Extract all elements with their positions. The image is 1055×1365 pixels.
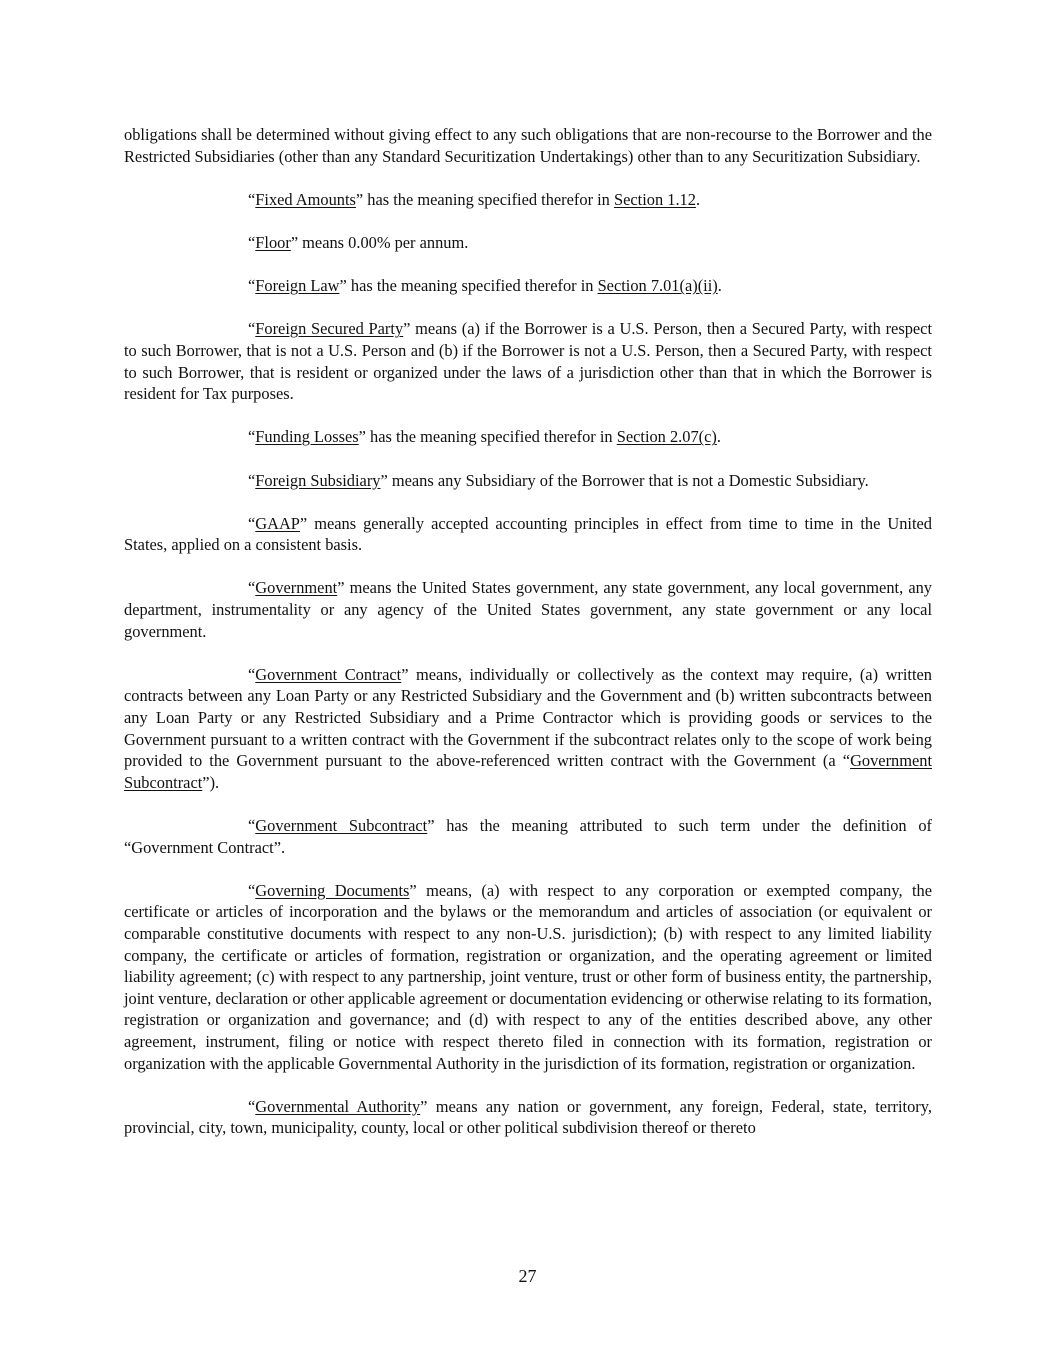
- definition-fixed-amounts: “Fixed Amounts” has the meaning specified therefor in Section 1.12.: [248, 189, 701, 209]
- definition-text: ” means, (a) with respect to any corporation or exempted company, the certificate or articles of incorporation and the bylaws or the memorandum and articles of association (or equivalent or comparable constitutive documents with respect to any non-U.S. jurisdiction); (b) with respect to any limited liability company, the certificate or articles of formation, registration or organization, and the operating agreement or limited liability agreement; (c) with respect to any partnership, joint venture, trust or other form of business entity, the partnership, joint venture, declaration or other applicable agreement or documentation evidencing or otherwise relating to its formation, registration or organization and governance; and (d) with respect to any of the entities described above, any other agreement, instrument, filing or notice with respect thereto filed in connection with its formation, registration or organization with the applicable Governmental Authority in the jurisdiction of its formation, registration or organization.: [124, 880, 932, 1073]
- term-reference: Government Subcontract: [124, 751, 932, 792]
- definition-text: ” means 0.00% per annum.: [290, 232, 469, 252]
- defined-term: Governmental Authority: [255, 1096, 421, 1116]
- definition-foreign-law: “Foreign Law” has the meaning specified therefor in Section 7.01(a)(ii).: [248, 276, 722, 296]
- defined-term: Foreign Subsidiary: [255, 470, 381, 490]
- definition-floor: “Floor” means 0.00% per annum.: [248, 232, 469, 252]
- defined-term: Foreign Secured Party: [255, 319, 404, 339]
- definition-gaap: “GAAP” means generally accepted accounting principles in effect from time to time in the United States, applied on a consistent basis.: [124, 513, 932, 555]
- definition-tail: .: [716, 427, 721, 447]
- defined-term: Funding Losses: [255, 427, 359, 447]
- definition-text: ” has the meaning specified therefor in: [339, 276, 598, 296]
- defined-term: Floor: [255, 232, 291, 252]
- definition-text: ” has the meaning attributed to such term under the definition of “Government Contract”.: [124, 816, 932, 857]
- defined-term: Fixed Amounts: [255, 189, 356, 209]
- document-body: [124, 124, 932, 1161]
- defined-term: Government: [255, 578, 338, 598]
- definition-text: ” means, individually or collectively as the context may require, (a) written contracts between any Loan Party or any Restricted Subsidiary and the Government and (b) written subcontracts between any Loan Party or any Restricted Subsidiary and a Prime Contractor which is providing goods or services to the Government pursuant to a written contract with the Government if the subcontract relates only to the scope of work being provided to the Government pursuant to the above-referenced written contract with the Government (a “: [124, 664, 932, 771]
- definition-text: ” means any Subsidiary of the Borrower that is not a Domestic Subsidiary.: [380, 470, 869, 490]
- defined-term: Government Subcontract: [255, 816, 428, 835]
- definition-text: ” has the meaning specified therefor in: [358, 427, 617, 447]
- definition-government-subcontract: “Government Subcontract” has the meaning attributed to such term under the definition of “Government Contract”.: [124, 816, 932, 857]
- definition-government-contract: “Government Contract” means, individually or collectively as the context may require, (a) written contracts between any Loan Party or any Restricted Subsidiary and the Government and (b) written subcontracts between any Loan Party or any Restricted Subsidiary and a Prime Contractor which is providing goods or services to the Government pursuant to a written contract with the Government if the subcontract relates only to the scope of work being provided to the Government pursuant to the above-referenced written contract with the Government (a “Government Subcontract”).: [124, 664, 932, 792]
- definition-governmental-authority: “Governmental Authority” means any nation or government, any foreign, Federal, state, territory, provincial, city, town, municipality, county, local or other political subdivision thereof or thereto: [124, 1096, 932, 1138]
- definition-text: ” means the United States government, any state government, any local government, any department, instrumentality or any agency of the United States government, any state government or any local government.: [124, 578, 932, 641]
- section-reference: Section 7.01(a)(ii): [597, 276, 718, 296]
- definition-foreign-subsidiary: “Foreign Subsidiary” means any Subsidiary of the Borrower that is not a Domestic Subsidiary.: [248, 470, 869, 490]
- definition-foreign-secured-party: “Foreign Secured Party” means (a) if the Borrower is a U.S. Person, then a Secured Party, with respect to such Borrower, that is not a U.S. Person and (b) if the Borrower is not a U.S. Person, then a Secured Party, with respect to such Borrower, that is resident or organized under the laws of a jurisdiction other than that in which the Borrower is resident for Tax purposes.: [124, 319, 933, 404]
- definition-text: ” has the meaning specified therefor in: [355, 189, 614, 209]
- definition-tail: ”).: [202, 772, 220, 792]
- section-reference: Section 1.12: [613, 189, 696, 209]
- definition-funding-losses: “Funding Losses” has the meaning specified therefor in Section 2.07(c).: [248, 427, 721, 447]
- definition-governing-documents: “Governing Documents” means, (a) with respect to any corporation or exempted company, the certificate or articles of incorporation and the bylaws or the memorandum and articles of association (or equivalent or comparable constitutive documents with respect to any non-U.S. jurisdiction); (b) with respect to any limited liability company, the certificate or articles of formation, registration or organization, and the operating agreement or limited liability agreement; (c) with respect to any partnership, joint venture, trust or other form of business entity, the partnership, joint venture, declaration or other applicable agreement or documentation evidencing or otherwise relating to its formation, registration or organization and governance; and (d) with respect to any of the entities described above, any other agreement, instrument, filing or notice with respect thereto filed in connection with its formation, registration or organization with the applicable Governmental Authority in the jurisdiction of its formation, registration or organization.: [124, 880, 932, 1073]
- definition-government: “Government” means the United States government, any state government, any local government, any department, instrumentality or any agency of the United States government, any state government or any local government.: [124, 578, 932, 641]
- defined-term: GAAP: [255, 513, 300, 533]
- definition-tail: .: [695, 189, 701, 209]
- definition-text: ” means (a) if the Borrower is a U.S. Person, then a Secured Party, with respect to such Borrower, that is not a U.S. Person and (b) if the Borrower is not a U.S. Person, then a Secured Party, with respect to such Borrower, that is resident or organized under the laws of a jurisdiction other than that in which the Borrower is resident for Tax purposes.: [124, 319, 933, 404]
- defined-term: Foreign Law: [255, 276, 340, 296]
- defined-term: Governing Documents: [255, 880, 410, 900]
- definition-text: ” means generally accepted accounting principles in effect from time to time in the United States, applied on a consistent basis.: [124, 513, 932, 555]
- definition-tail: .: [717, 276, 722, 296]
- defined-term: Government Contract: [255, 664, 402, 684]
- section-reference: Section 2.07(c): [616, 427, 717, 447]
- definition-text: ” means any nation or government, any foreign, Federal, state, territory, provincial, city, town, municipality, county, local or other political subdivision thereof or thereto: [124, 1096, 932, 1138]
- page-number: 27: [518, 1266, 537, 1286]
- continuation-paragraph: obligations shall be determined without giving effect to any such obligations that are non-recourse to the Borrower and the Restricted Subsidiaries (other than any Standard Securitization Undertakings) other than to any Securitization Subsidiary.: [124, 125, 932, 166]
